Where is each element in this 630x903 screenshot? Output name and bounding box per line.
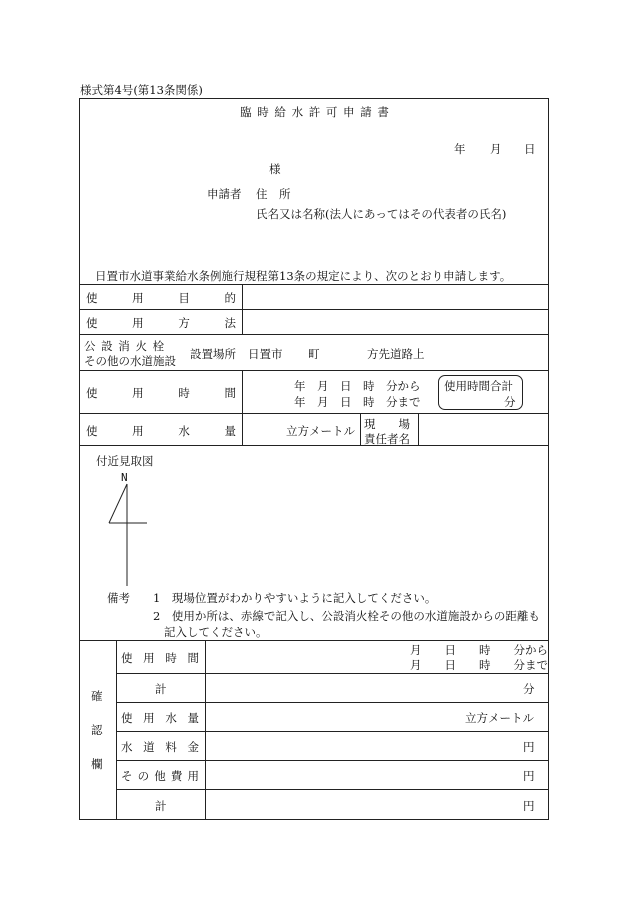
applicant-address[interactable]: 住 所	[256, 187, 291, 201]
confirm-total-label: 計	[155, 682, 167, 696]
confirm-time-label: 使 用 時 間	[121, 651, 199, 665]
addressee: 様	[269, 162, 281, 176]
confirm-fee-label: 水 道 料 金	[121, 740, 199, 754]
facility-label-2: その他の水道施設	[84, 354, 176, 368]
time-label: 使 用 時 間	[86, 386, 236, 400]
confirm-total-unit[interactable]: 分	[523, 682, 535, 696]
date-year[interactable]: 年	[454, 142, 466, 156]
facility-label-1: 公 設 消 火 栓	[84, 339, 166, 353]
confirm-other-unit[interactable]: 円	[523, 769, 535, 783]
confirm-side-2: 認	[91, 723, 103, 737]
confirm-side-3: 欄	[91, 757, 103, 771]
volume-unit[interactable]: 立方メートル	[286, 424, 355, 438]
confirm-side-1: 確	[91, 689, 103, 703]
location-city: 日置市	[248, 347, 283, 361]
applicant-label: 申請者	[207, 187, 242, 201]
confirm-fee-unit[interactable]: 円	[523, 740, 535, 754]
date-month[interactable]: 月	[490, 142, 502, 156]
form-id: 様式第4号(第13条関係)	[80, 83, 203, 97]
confirm-volume-unit[interactable]: 立方メートル	[465, 711, 534, 725]
confirm-sum-unit[interactable]: 円	[523, 799, 535, 813]
location-road[interactable]: 方先道路上	[367, 347, 425, 361]
confirm-time-from[interactable]: 月 日 時 分から	[410, 643, 548, 657]
total-time-label: 使用時間合計	[444, 379, 513, 393]
time-from[interactable]: 年 月 日 時 分から	[294, 379, 421, 393]
method-label: 使 用 方 法	[86, 316, 236, 330]
date-day[interactable]: 日	[524, 142, 536, 156]
note-1: 1 現場位置がわかりやすいように記入してください。	[153, 591, 437, 605]
note-2a: 2 使用か所は、赤線で記入し、公設消火栓その他の水道施設からの距離も	[153, 609, 540, 623]
purpose-label: 使 用 目 的	[86, 291, 236, 305]
manager-field[interactable]	[420, 415, 547, 443]
confirm-time-to[interactable]: 月 日 時 分まで	[410, 658, 548, 672]
time-to[interactable]: 年 月 日 時 分まで	[294, 395, 421, 409]
location-town[interactable]: 町	[308, 347, 320, 361]
form-title: 臨 時 給 水 許 可 申 請 書	[240, 105, 390, 119]
notes-label: 備考	[107, 591, 130, 605]
method-field[interactable]	[244, 311, 547, 333]
note-2b: 記入してください。	[164, 625, 268, 639]
map-area[interactable]	[80, 446, 548, 581]
north-label: N	[121, 471, 128, 484]
confirm-sum-label: 計	[155, 799, 167, 813]
volume-label: 使 用 水 量	[86, 424, 236, 438]
manager-label-1: 現 場	[364, 417, 410, 431]
confirm-volume-label: 使 用 水 量	[121, 711, 199, 725]
applicant-name[interactable]: 氏名又は名称(法人にあってはその代表者の氏名)	[256, 207, 507, 221]
location-label: 設置場所	[190, 347, 236, 361]
total-time-unit: 分	[504, 395, 516, 409]
purpose-field[interactable]	[244, 286, 547, 308]
statement: 日置市水道事業給水条例施行規程第13条の規定により、次のとおり申請します。	[95, 269, 512, 283]
confirm-other-label: そ の 他 費 用	[121, 769, 199, 783]
manager-label-2: 責任者名	[364, 432, 410, 446]
map-label: 付近見取図	[96, 454, 154, 468]
